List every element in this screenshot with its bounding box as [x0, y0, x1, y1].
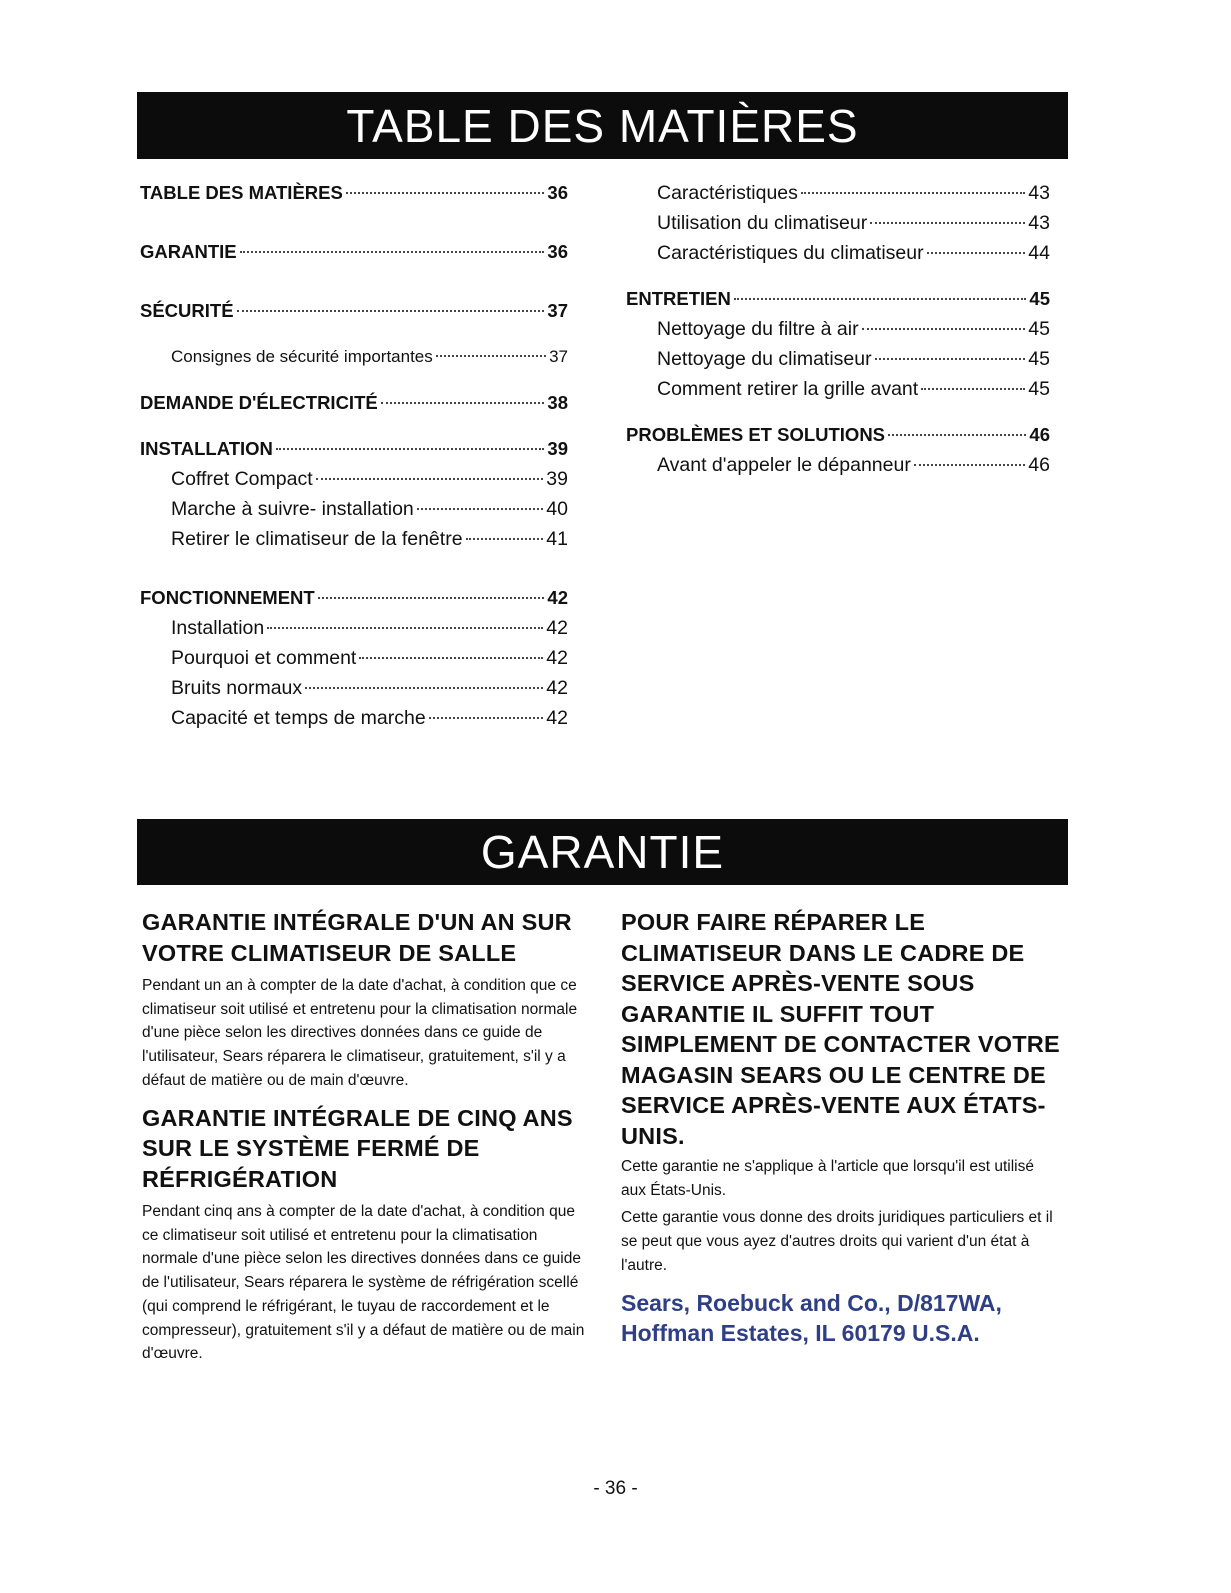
toc-entry-installation[interactable] — [140, 434, 568, 464]
toc-leader — [417, 508, 544, 510]
toc-label: ENTRETIEN — [626, 288, 731, 309]
toc-entry-retirer-climatiseur[interactable] — [140, 524, 568, 554]
toc-label: Utilisation du climatiseur — [657, 212, 868, 234]
toc-page: 39 — [546, 468, 568, 490]
toc-label: GARANTIE — [140, 241, 237, 262]
toc-label: DEMANDE D'ÉLECTRICITÉ — [140, 392, 378, 413]
toc-label: Nettoyage du filtre à air — [657, 318, 859, 340]
toc-entry-utilisation[interactable] — [626, 208, 1050, 238]
toc-entry-fonctionnement[interactable] — [140, 583, 568, 613]
toc-label: Comment retirer la grille avant — [657, 378, 919, 400]
toc-entry-demande-electricite[interactable] — [140, 388, 568, 418]
toc-page: 42 — [546, 647, 568, 669]
toc-entry-table-des-matieres[interactable] — [140, 178, 568, 208]
page-number: - 36 - — [593, 1478, 638, 1499]
toc-label: FONCTIONNEMENT — [140, 587, 315, 608]
toc-leader — [346, 192, 545, 194]
toc-entry-coffret-compact[interactable] — [140, 464, 568, 494]
toc-page: 45 — [1029, 288, 1050, 309]
warranty-text-five-year: Pendant cinq ans à compter de la date d'achat, à condition que ce climatiseur soit utilisé et entretenu pour la climatisation normale d'une pièce selon les directives données dans ce guide de l'utilisateur, Sears réparera le système de réfrigération scellé (qui comprend le réfrigérant, le tuyau de raccordement et le compresseur), gratuitement s'il y a défaut de matière ou de main d'œuvre. — [142, 1203, 585, 1363]
toc-leader — [436, 355, 546, 357]
toc-leader — [921, 388, 1025, 390]
toc-page: 46 — [1029, 424, 1050, 445]
toc-page: 42 — [546, 707, 568, 729]
toc-label: Caractéristiques du climatiseur — [657, 242, 924, 264]
toc-leader — [381, 402, 545, 404]
warranty-heading-five-year: GARANTIE INTÉGRALE DE CINQ ANS SUR LE SYSTÈME FERMÉ DE RÉFRIGÉRATION — [142, 1104, 573, 1192]
toc-label: Bruits normaux — [171, 677, 303, 699]
garantie-left-column — [142, 907, 592, 1366]
toc-label: SÉCURITÉ — [140, 300, 234, 321]
toc-page: 36 — [547, 241, 568, 262]
toc-page: 37 — [549, 347, 568, 366]
toc-entry-consignes[interactable] — [140, 342, 568, 372]
toc-leader — [862, 328, 1026, 330]
toc-page: 45 — [1028, 378, 1050, 400]
toc-leader — [237, 310, 545, 312]
sears-address — [621, 1288, 1061, 1349]
toc-leader — [267, 627, 543, 629]
address-line-2: Hoffman Estates, IL 60179 U.S.A. — [621, 1320, 980, 1347]
garantie-banner — [137, 819, 1068, 885]
toc-leader — [240, 251, 545, 253]
toc-label: Coffret Compact — [171, 468, 313, 490]
warranty-text-one-year: Pendant un an à compter de la date d'achat, à condition que ce climatiseur soit utilisé et entretenu pour la climatisation normale d'une pièce selon les directives données dans ce guide de l'utilisateur, Sears réparera le climatiseur, gratuitement, s'il y a défaut de matière ou de main d'œuvre. — [142, 977, 578, 1089]
toc-page: 37 — [547, 300, 568, 321]
toc-page: 45 — [1028, 348, 1050, 370]
garantie-right-column — [621, 907, 1061, 1349]
toc-label: Installation — [171, 617, 265, 639]
toc-label: INSTALLATION — [140, 438, 273, 459]
toc-entry-caracteristiques-climatiseur[interactable] — [626, 238, 1050, 268]
toc-page: 45 — [1028, 318, 1050, 340]
toc-page: 42 — [546, 617, 568, 639]
toc-page: 41 — [546, 528, 568, 550]
toc-entry-problemes-solutions[interactable] — [626, 420, 1050, 450]
toc-page: 42 — [547, 587, 568, 608]
toc-page: 38 — [547, 392, 568, 413]
toc-entry-pourquoi-comment[interactable] — [140, 643, 568, 673]
toc-right-column — [626, 178, 1050, 480]
toc-entry-bruits-normaux[interactable] — [140, 673, 568, 703]
toc-label: Marche à suivre- installation — [171, 498, 414, 520]
toc-leader — [734, 298, 1027, 300]
toc-banner-title: TABLE DES MATIÈRES — [346, 99, 859, 152]
toc-label: Nettoyage du climatiseur — [657, 348, 872, 370]
toc-banner — [137, 92, 1068, 159]
toc-leader — [359, 657, 543, 659]
toc-page: 43 — [1028, 212, 1050, 234]
warranty-heading-one-year: GARANTIE INTÉGRALE D'UN AN SUR VOTRE CLIMATISEUR DE SALLE — [142, 909, 572, 966]
toc-page: 36 — [547, 182, 568, 203]
toc-label: Retirer le climatiseur de la fenêtre — [171, 528, 463, 550]
toc-label: TABLE DES MATIÈRES — [140, 182, 343, 203]
toc-label: PROBLÈMES ET SOLUTIONS — [626, 424, 886, 445]
toc-label: Avant d'appeler le dépanneur — [657, 454, 911, 476]
toc-entry-marche-a-suivre[interactable] — [140, 494, 568, 524]
service-heading: POUR FAIRE RÉPARER LE CLIMATISEUR DANS LE CADRE DE SERVICE APRÈS-VENTE SOUS GARANTIE IL SUFFIT TOUT SIMPLEMENT DE CONTACTER VOTRE MAGASIN SEARS OU LE CENTRE DE SERVICE APRÈS-VENTE AUX ÉTATS-UNIS. — [621, 909, 1060, 1149]
toc-leader — [305, 687, 543, 689]
toc-entry-entretien[interactable] — [626, 284, 1050, 314]
toc-entry-securite[interactable] — [140, 296, 568, 326]
toc-entry-nettoyage-filtre[interactable] — [626, 314, 1050, 344]
toc-leader — [801, 192, 1025, 194]
toc-leader — [927, 252, 1026, 254]
toc-page: 42 — [546, 677, 568, 699]
legal-rights-text: Cette garantie vous donne des droits juridiques particuliers et il se peut que vous ayez d'autres droits qui varient d'un état à l'autre. — [621, 1209, 1053, 1274]
toc-page: 44 — [1028, 242, 1050, 264]
toc-left-column — [140, 178, 568, 733]
toc-page: 46 — [1028, 454, 1050, 476]
garantie-banner-title: GARANTIE — [480, 826, 725, 878]
toc-entry-retirer-grille[interactable] — [626, 374, 1050, 404]
toc-entry-avant-appeler[interactable] — [626, 450, 1050, 480]
toc-leader — [276, 448, 545, 450]
toc-entry-garantie[interactable] — [140, 237, 568, 267]
toc-entry-caracteristiques[interactable] — [626, 178, 1050, 208]
toc-entry-nettoyage-climatiseur[interactable] — [626, 344, 1050, 374]
toc-page: 40 — [546, 498, 568, 520]
toc-leader — [870, 222, 1025, 224]
toc-entry-capacite[interactable] — [140, 703, 568, 733]
toc-leader — [429, 717, 544, 719]
toc-label: Consignes de sécurité importantes — [171, 347, 433, 366]
toc-label: Capacité et temps de marche — [171, 707, 426, 729]
toc-label: Pourquoi et comment — [171, 647, 357, 669]
toc-leader — [875, 358, 1026, 360]
toc-leader — [316, 478, 544, 480]
toc-leader — [466, 538, 544, 540]
address-line-1: Sears, Roebuck and Co., D/817WA, — [621, 1289, 1002, 1316]
toc-page: 43 — [1028, 182, 1050, 204]
warranty-scope-text: Cette garantie ne s'applique à l'article que lorsqu'il est utilisé aux États-Unis. — [621, 1158, 1034, 1199]
toc-label: Caractéristiques — [657, 182, 798, 204]
toc-page: 39 — [547, 438, 568, 459]
toc-leader — [914, 464, 1025, 466]
toc-leader — [888, 434, 1026, 436]
toc-leader — [318, 597, 545, 599]
toc-entry-installation-sub[interactable] — [140, 613, 568, 643]
